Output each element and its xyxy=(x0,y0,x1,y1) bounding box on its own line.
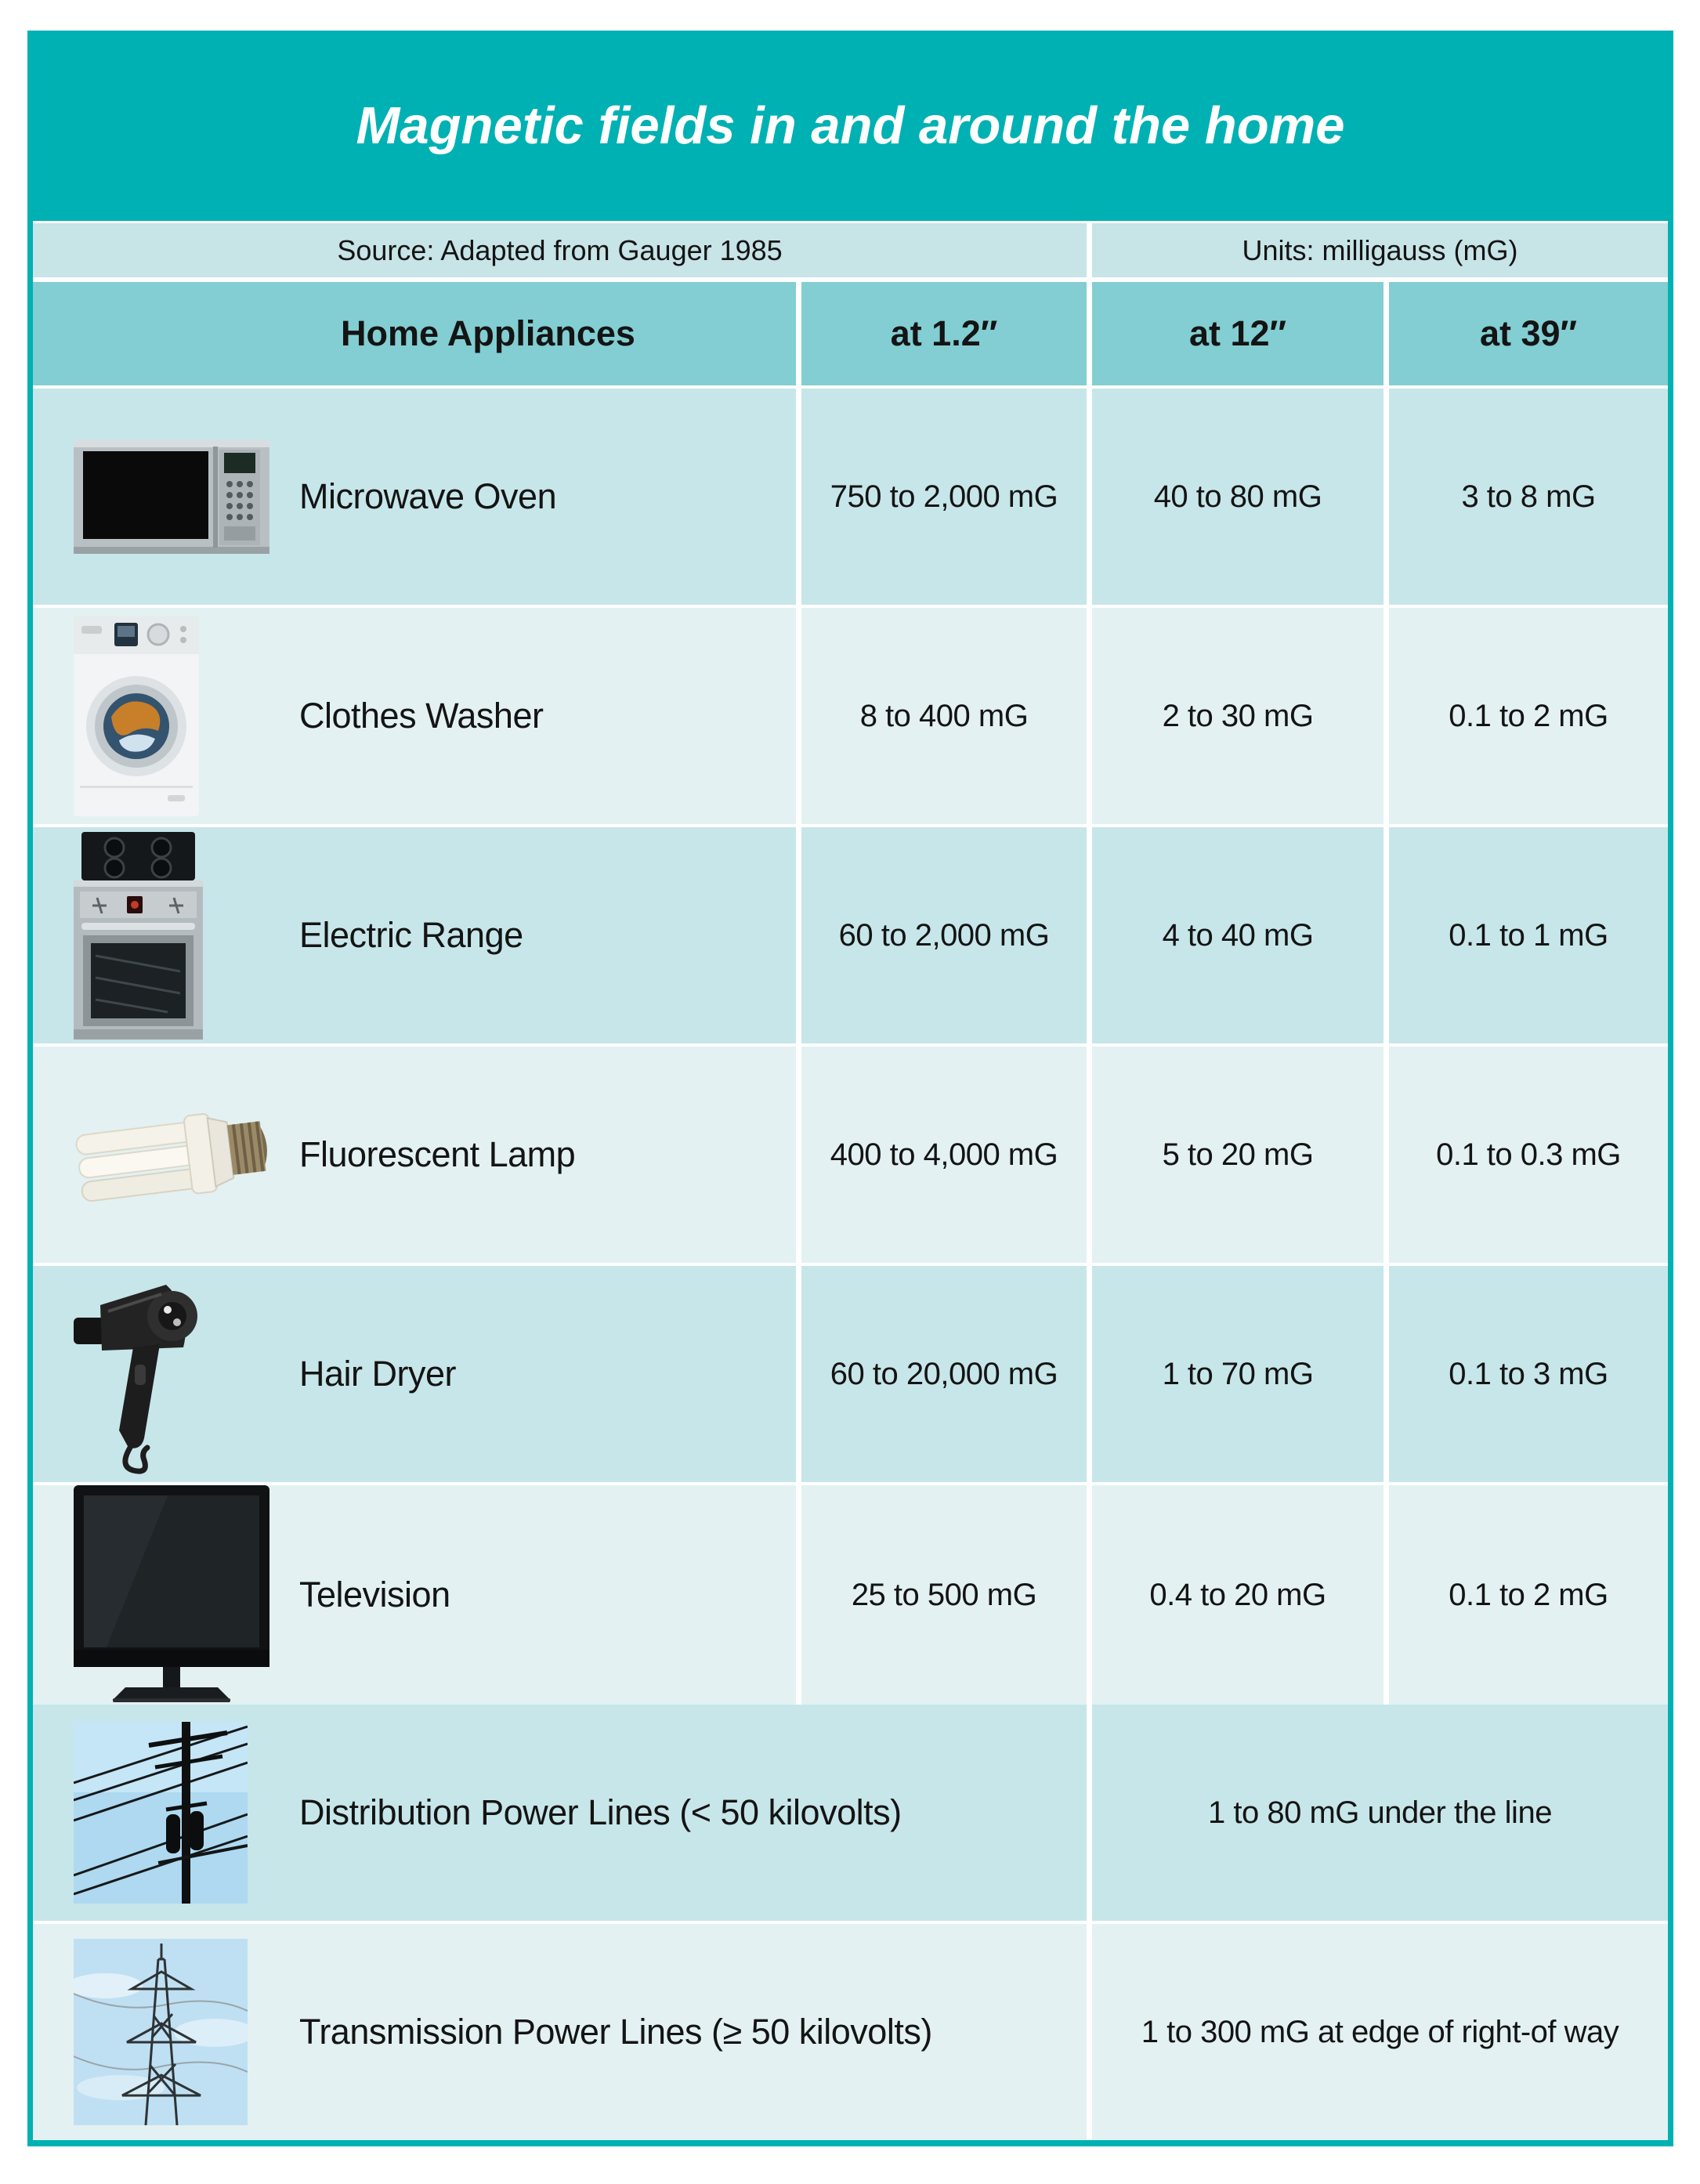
power-line-value: 1 to 300 mG at edge of right-of way xyxy=(1092,1924,1668,2140)
clothes-washer-icon xyxy=(33,617,299,816)
header-at-1-2-in: at 1.2″ xyxy=(801,282,1087,385)
value-at-12-in: 0.4 to 20 mG xyxy=(1092,1485,1384,1705)
table-row-electric-range xyxy=(33,827,1668,1043)
appliance-name: Hair Dryer xyxy=(299,1354,457,1394)
table-row-microwave-oven xyxy=(33,389,1668,605)
hair-dryer-icon xyxy=(33,1272,299,1476)
microwave-oven-icon xyxy=(33,440,299,554)
value-at-1-2-in: 60 to 20,000 mG xyxy=(801,1266,1087,1482)
units-note: Units: milligauss (mG) xyxy=(1092,223,1668,277)
appliance-name: Television xyxy=(299,1575,450,1614)
table-row-clothes-washer xyxy=(33,608,1668,824)
column-header-row xyxy=(33,282,1668,385)
table-row-distribution-power-lines xyxy=(33,1705,1668,1921)
value-at-1-2-in: 400 to 4,000 mG xyxy=(801,1047,1087,1263)
fluorescent-lamp-icon xyxy=(33,1087,299,1224)
power-line-value: 1 to 80 mG under the line xyxy=(1092,1705,1668,1921)
value-at-12-in: 40 to 80 mG xyxy=(1092,389,1384,605)
header-at-39-in: at 39″ xyxy=(1389,282,1668,385)
value-at-39-in: 0.1 to 2 mG xyxy=(1389,608,1668,824)
value-at-39-in: 0.1 to 0.3 mG xyxy=(1389,1047,1668,1263)
table-row-television xyxy=(33,1485,1668,1701)
electric-range-icon xyxy=(33,832,299,1040)
value-at-39-in: 0.1 to 2 mG xyxy=(1389,1485,1668,1705)
value-at-12-in: 2 to 30 mG xyxy=(1092,608,1384,824)
value-at-1-2-in: 25 to 500 mG xyxy=(801,1485,1087,1705)
value-at-39-in: 0.1 to 3 mG xyxy=(1389,1266,1668,1482)
value-at-1-2-in: 8 to 400 mG xyxy=(801,608,1087,824)
television-icon xyxy=(33,1485,299,1705)
value-at-12-in: 5 to 20 mG xyxy=(1092,1047,1384,1263)
table-row-transmission-power-lines xyxy=(33,1924,1668,2140)
source-note: Source: Adapted from Gauger 1985 xyxy=(33,223,1087,277)
appliance-name: Fluorescent Lamp xyxy=(299,1134,576,1174)
value-at-39-in: 0.1 to 1 mG xyxy=(1389,827,1668,1043)
distribution-power-lines-icon xyxy=(33,1722,299,1904)
appliance-name: Electric Range xyxy=(299,915,523,955)
value-at-39-in: 3 to 8 mG xyxy=(1389,389,1668,605)
table-row-hair-dryer xyxy=(33,1266,1668,1482)
power-line-name: Transmission Power Lines (≥ 50 kilovolts) xyxy=(299,2012,932,2052)
header-at-12-in: at 12″ xyxy=(1092,282,1384,385)
meta-row xyxy=(33,223,1668,277)
power-line-name: Distribution Power Lines (< 50 kilovolts) xyxy=(299,1792,902,1832)
appliance-name: Microwave Oven xyxy=(299,476,557,516)
value-at-12-in: 4 to 40 mG xyxy=(1092,827,1384,1043)
value-at-1-2-in: 750 to 2,000 mG xyxy=(801,389,1087,605)
transmission-power-lines-icon xyxy=(33,1939,299,2125)
header-home-appliances: Home Appliances xyxy=(33,282,796,385)
appliance-name: Clothes Washer xyxy=(299,696,544,736)
page-title: Magnetic fields in and around the home xyxy=(356,96,1345,155)
value-at-1-2-in: 60 to 2,000 mG xyxy=(801,827,1087,1043)
title-band xyxy=(33,31,1668,221)
value-at-12-in: 1 to 70 mG xyxy=(1092,1266,1384,1482)
magnetic-fields-table xyxy=(27,31,1673,2146)
table-row-fluorescent-lamp xyxy=(33,1047,1668,1263)
